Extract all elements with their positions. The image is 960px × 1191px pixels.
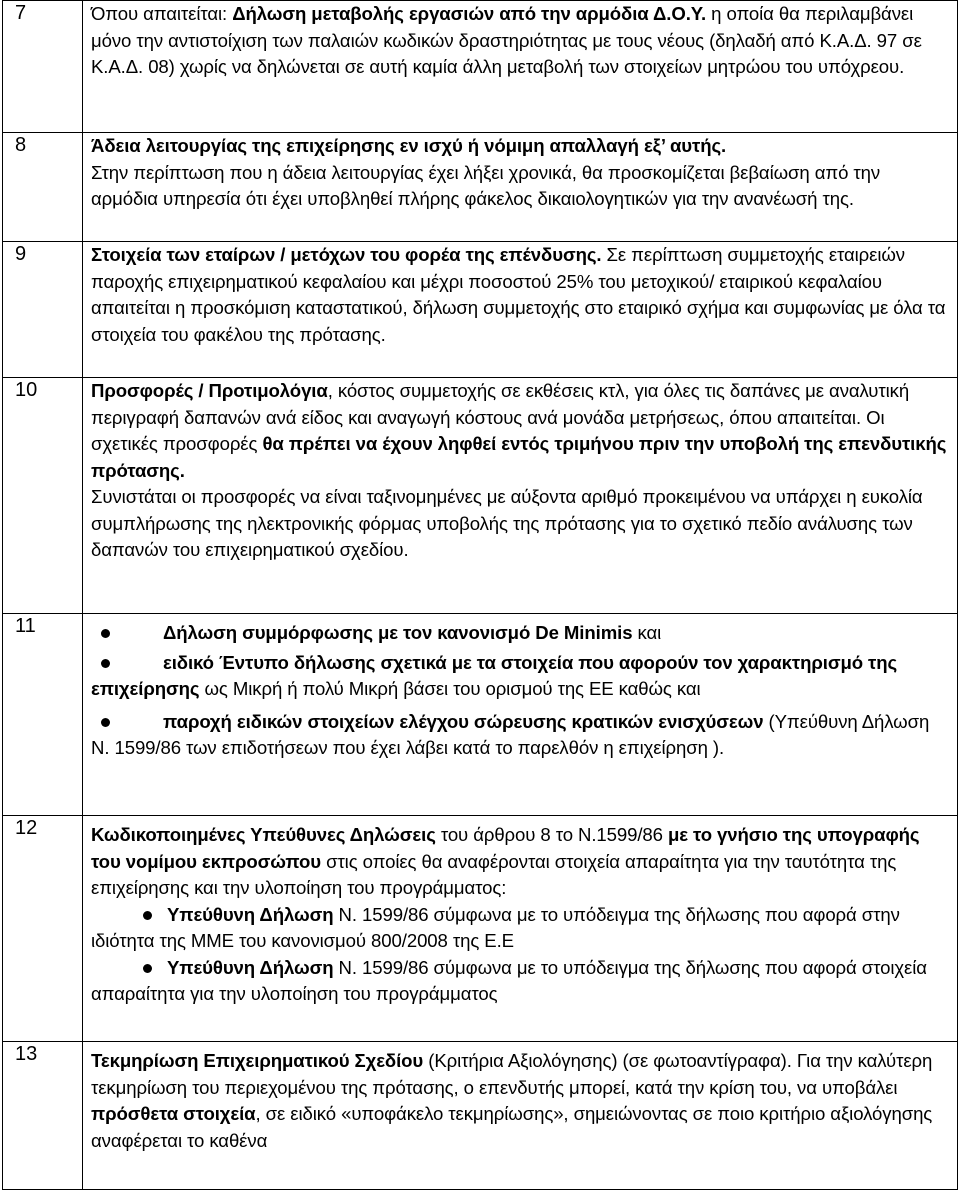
row-number: 11	[3, 614, 83, 816]
bullet-icon	[101, 718, 110, 727]
row-number: 8	[3, 133, 83, 242]
paragraph: Κωδικοποιημένες Υπεύθυνες Δηλώσεις του άρθρου 8 το Ν.1599/86 με το γνήσιο της υπογραφής του νομίμου εκπροσώπου στις οποίες θα αναφέρονται στοιχεία απαραίτητα για την ταυτότητα της επιχείρησης και την υλοποίηση του προγράμματος:	[91, 824, 920, 898]
row-content	[83, 378, 958, 614]
paragraph-heading: Άδεια λειτουργίας της επιχείρησης εν ισχύ ή νόμιμη απαλλαγή εξ’ αυτής.	[91, 135, 727, 156]
table-row	[3, 614, 958, 816]
row-number: 10	[3, 378, 83, 614]
row-content	[83, 242, 958, 378]
row-number: 12	[3, 816, 83, 1042]
paragraph: Όπου απαιτείται: Δήλωση μεταβολής εργασιών από την αρμόδια Δ.Ο.Υ. η οποία θα περιλαμβάνει μόνο την αντιστοίχιση των παλαιών κωδικών δραστηριότητας με τους νέους (δηλαδή από Κ.Α.Δ. 97 σε Κ.Α.Δ. 08) χωρίς να δηλώνεται σε αυτή καμία άλλη μεταβολή των στοιχείων μητρώου του υπόχρεου.	[91, 3, 922, 77]
table-row	[3, 378, 958, 614]
bullet-icon	[143, 911, 152, 920]
bullet-item: Δήλωση συμμόρφωσης με τον κανονισμό De Minimis και	[91, 620, 949, 647]
bullet-item: ειδικό Έντυπο δήλωσης σχετικά με τα στοιχεία που αφορούν τον χαρακτηρισμό της επιχείρησης ως Μικρή ή πολύ Μικρή βάσει του ορισμού της ΕΕ καθώς και	[91, 651, 898, 699]
table-row	[3, 242, 958, 378]
paragraph: Τεκμηρίωση Επιχειρηματικού Σχεδίου (Κριτήρια Αξιολόγησης) (σε φωτοαντίγραφα). Για την καλύτερη τεκμηρίωση του περιεχομένου της πρότασης, ο επενδυτής μπορεί, κατά την κρίση του, να υποβάλει πρόσθετα στοιχεία, σε ειδικό «υποφάκελο τεκμηρίωσης», σημειώνοντας σε ποιο κριτήριο αξιολόγησης αναφέρεται το καθένα	[91, 1050, 933, 1151]
table-row	[3, 816, 958, 1042]
table-row	[3, 1042, 958, 1190]
row-content	[83, 1042, 958, 1190]
bullet-item: παροχή ειδικών στοιχείων ελέγχου σώρευσης κρατικών ενισχύσεων (Υπεύθυνη Δήλωση Ν. 1599/86 των επιδοτήσεων που έχει λάβει κατά το παρελθόν η επιχείρηση ).	[91, 710, 930, 758]
requirements-table	[2, 0, 958, 1190]
row-number: 9	[3, 242, 83, 378]
row-number: 7	[3, 1, 83, 133]
paragraph: Στοιχεία των εταίρων / μετόχων του φορέα της επένδυσης. Σε περίπτωση συμμετοχής εταιρειών παροχής επιχειρηματικού κεφαλαίου και μέχρι ποσοστού 25% του μετοχικού/ εταιρικού κεφαλαίου απαιτείται η προσκόμιση καταστατικού, δήλωση συμμετοχής στο εταιρικό σχήμα και συμφωνίας με όλα τα στοιχεία του φακέλου της πρότασης.	[91, 244, 946, 345]
paragraph: Προσφορές / Προτιμολόγια, κόστος συμμετοχής σε εκθέσεις κτλ, για όλες τις δαπάνες με αναλυτική περιγραφή δαπανών ανά είδος και αναγωγή κόστους ανά μονάδα μετρήσεως, όπου απαιτείται. Οι σχετικές προσφορές θα πρέπει να έχουν ληφθεί εντός τριμήνου πριν την υποβολή της επενδυτικής πρότασης.	[91, 380, 947, 481]
row-content	[83, 816, 958, 1042]
bullet-icon	[101, 629, 110, 638]
row-content	[83, 133, 958, 242]
table-row	[3, 1, 958, 133]
row-content	[83, 614, 958, 816]
bullet-icon	[101, 659, 110, 668]
bullet-item: Υπεύθυνη Δήλωση Ν. 1599/86 σύμφωνα με το υπόδειγμα της δήλωσης που αφορά στοιχεία απαραίτητα για την υλοποίηση του προγράμματος	[91, 956, 927, 1004]
row-content	[83, 1, 958, 133]
row-number: 13	[3, 1042, 83, 1190]
bullet-item: Υπεύθυνη Δήλωση Ν. 1599/86 σύμφωνα με το υπόδειγμα της δήλωσης που αφορά στην ιδιότητα της ΜΜΕ του κανονισμού 800/2008 της Ε.Ε	[91, 903, 900, 951]
bullet-icon	[143, 964, 152, 973]
paragraph: Στην περίπτωση που η άδεια λειτουργίας έχει λήξει χρονικά, θα προσκομίζεται βεβαίωση από την αρμόδια υπηρεσία ότι έχει υποβληθεί πλήρης φάκελος δικαιολογητικών για την ανανέωσή της.	[91, 161, 881, 209]
table-row	[3, 133, 958, 242]
paragraph: Συνιστάται οι προσφορές να είναι ταξινομημένες με αύξοντα αριθμό προκειμένου να υπάρχει η ευκολία συμπλήρωσης της ηλεκτρονικής φόρμας υποβολής της πρότασης για το σχετικό πεδίο ανάλυσης των δαπανών του επιχειρηματικού σχεδίου.	[91, 486, 923, 560]
